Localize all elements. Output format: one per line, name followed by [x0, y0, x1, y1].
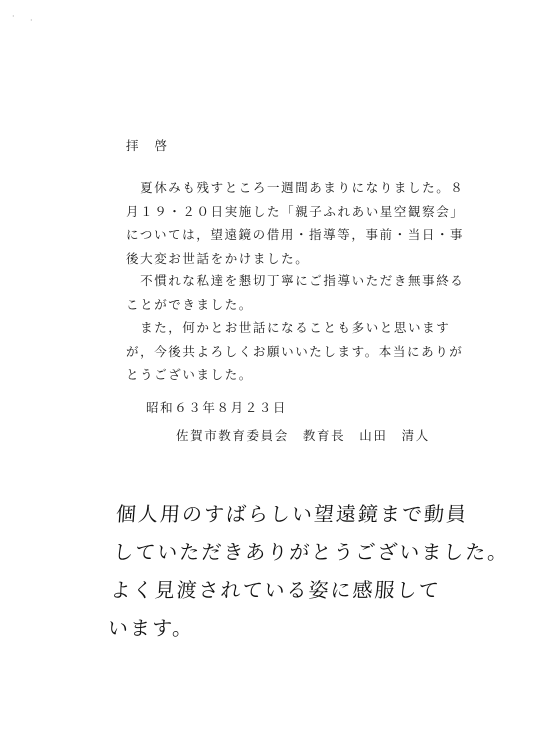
salutation: 拝 啓: [126, 138, 173, 153]
handwritten-line-4: います。: [107, 616, 196, 640]
handwritten-note: [107, 495, 511, 647]
paragraph-1: 夏休みも残すところ一週間あまりになりました。８月１９・２０日実施した「親子ふれあい星空観察会」については，望遠鏡の借用・指導等，事前・当日・事後大変お世話をかけました。: [126, 180, 465, 266]
letter-date: 昭和６３年８月２３日: [146, 400, 288, 415]
scan-speck: ·: [30, 16, 33, 25]
paragraph-2: 不慣れな私達を懇切丁寧にご指導いただき無事終ることができました。: [126, 273, 465, 312]
scan-speck: ·: [12, 12, 15, 21]
handwritten-line-3: よく見渡されている姿に感服して: [109, 578, 442, 602]
sender-line: 佐賀市教育委員会 教育長 山田 清人: [176, 428, 430, 443]
handwritten-line-1: 個人用のすばらしい望遠鏡まで動員: [115, 502, 469, 526]
paragraph-3: また，何かとお世話になることも多いと思いますが，今後共よろしくお願いいたします。本当にありがとうございました。: [126, 320, 464, 382]
handwritten-line-2: していただきありがとうございました。: [112, 540, 511, 564]
